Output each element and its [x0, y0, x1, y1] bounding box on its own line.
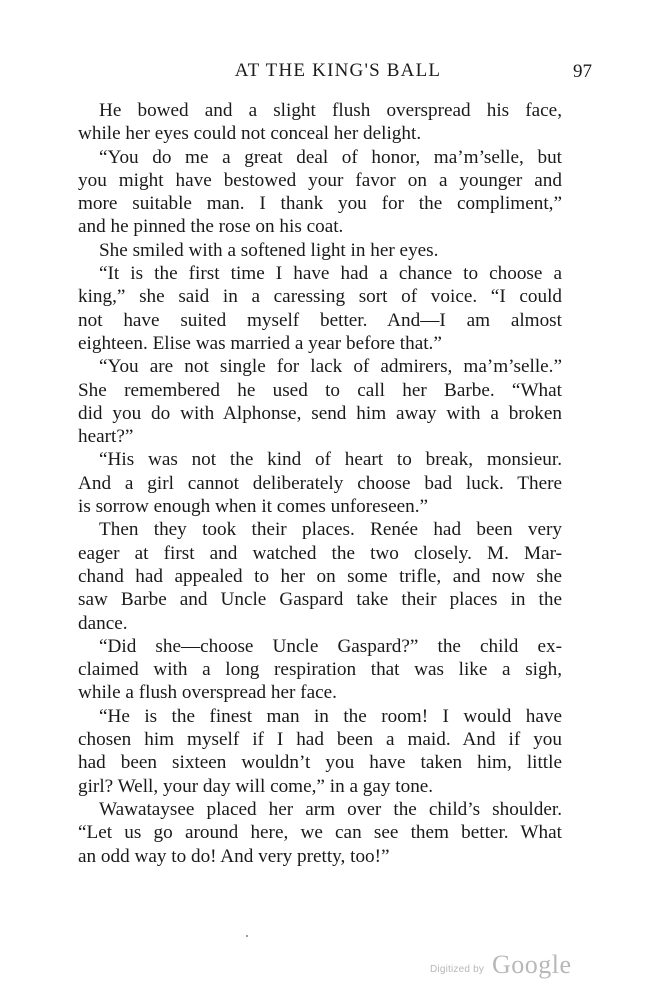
running-head [78, 58, 592, 84]
text-line: Then they took their places. Renée had been very [99, 519, 562, 541]
text-line: eager at first and watched the two closely. M. Mar- [78, 542, 562, 564]
text-line: and he pinned the rose on his coat. [78, 216, 344, 238]
text-line: “You do me a great deal of honor, ma’m’selle, but [99, 146, 562, 168]
text-line: an odd way to do! And very pretty, too!” [78, 845, 390, 867]
text-line: while a flush overspread her face. [78, 682, 337, 704]
text-line: saw Barbe and Uncle Gaspard take their places in the [78, 589, 562, 611]
digitized-label: Digitized by [430, 964, 485, 975]
text-line: “Did she—choose Uncle Gaspard?” the child ex- [99, 635, 562, 657]
text-line: claimed with a long respiration that was like a sigh, [78, 659, 562, 681]
text-line: not have suited myself better. And—I am almost [78, 309, 562, 331]
text-line: had been sixteen wouldn’t you have taken him, little [78, 752, 562, 774]
text-line: you might have bestowed your favor on a younger and [78, 169, 562, 191]
text-line: is sorrow enough when it comes unforeseen.” [78, 496, 429, 518]
text-line: more suitable man. I thank you for the compliment,” [78, 193, 562, 215]
text-line: She smiled with a softened light in her eyes. [99, 239, 439, 261]
text-line: eighteen. Elise was married a year before that.” [78, 332, 442, 354]
text-line: “His was not the kind of heart to break, monsieur. [99, 449, 562, 471]
text-line: She remembered he used to call her Barbe. “What [78, 379, 562, 401]
running-title: AT THE KING'S BALL [234, 60, 442, 81]
text-line: girl? Well, your day will come,” in a gay tone. [78, 775, 434, 797]
page-number: 97 [573, 61, 592, 82]
text-line: chosen him myself if I had been a maid. And if you [78, 729, 562, 751]
body-text [78, 99, 562, 868]
text-line: dance. [78, 612, 128, 634]
text-line: king,” she said in a caressing sort of voice. “I could [78, 286, 562, 308]
text-line: heart?” [78, 426, 134, 448]
text-line: “It is the first time I have had a chance to choose a [99, 263, 562, 285]
text-line: “Let us go around here, we can see them better. What [78, 822, 562, 844]
google-logo: Google [492, 950, 572, 979]
text-line: “He is the finest man in the room! I would have [99, 705, 562, 727]
text-line: did you do with Alphonse, send him away with a broken [78, 402, 562, 424]
text-line: And a girl cannot deliberately choose bad luck. There [78, 472, 562, 494]
text-line: “You are not single for lack of admirers, ma’m’selle.” [99, 356, 562, 378]
stray-mark [246, 935, 248, 937]
text-line: He bowed and a slight flush overspread his face, [99, 100, 562, 121]
text-line: while her eyes could not conceal her delight. [78, 123, 422, 145]
text-line: Wawataysee placed her arm over the child’s shoulder. [99, 798, 562, 820]
digitized-watermark [430, 952, 630, 982]
text-line: chand had appealed to her on some trifle, and now she [78, 565, 562, 587]
